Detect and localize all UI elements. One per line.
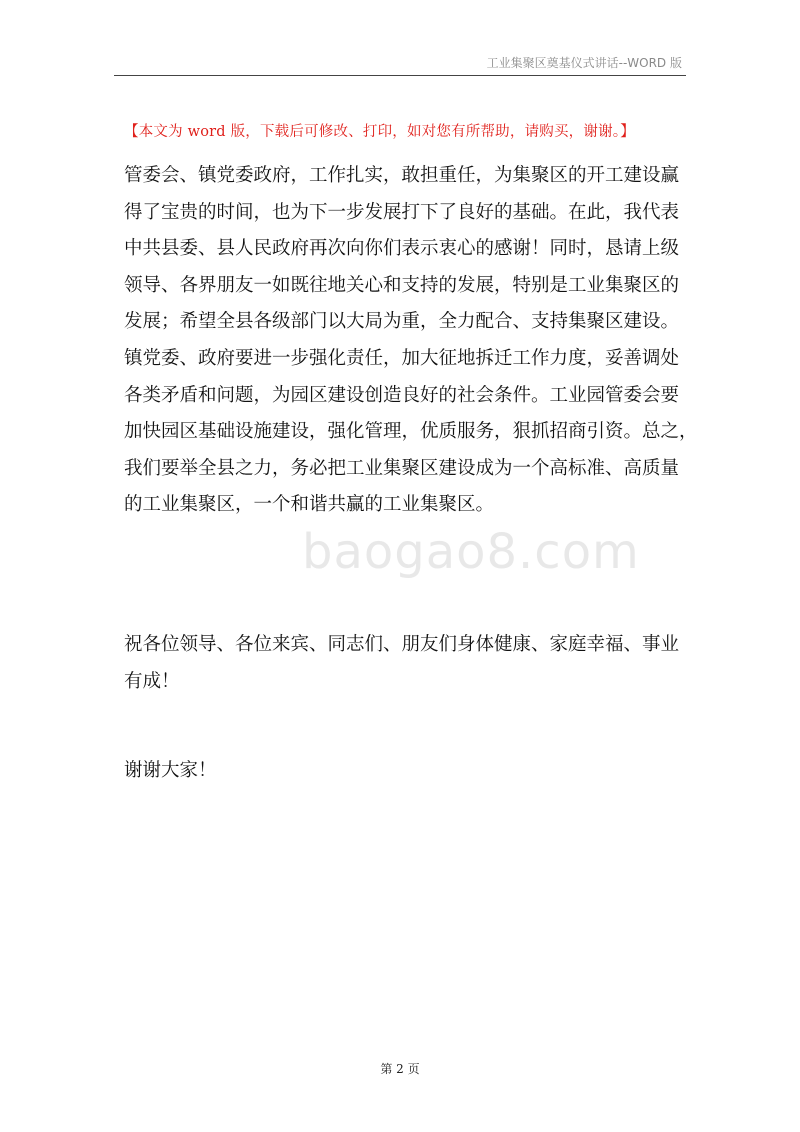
paragraph-line: 祝各位领导、各位来宾、同志们、朋友们身体健康、家庭幸福、事业 (124, 634, 680, 655)
paragraph-wishes (124, 627, 690, 700)
paragraph-line: 镇党委、政府要进一步强化责任，加大征地拆迁工作力度，妥善调处 (124, 347, 680, 369)
paragraph-line: 谢谢大家！ (124, 760, 217, 781)
paragraph-line: 各类矛盾和问题，为园区建设创造良好的社会条件。工业园管委会要 (124, 384, 680, 406)
header-divider (114, 75, 686, 76)
watermark: baogao8.com (302, 524, 640, 580)
paragraph-line: 中共县委、县人民政府再次向你们表示衷心的感谢！同时，恳请上级 (124, 238, 680, 260)
paragraph-line: 加快园区基础设施建设，强化管理，优质服务，狠抓招商引资。总之， (124, 421, 698, 443)
paragraph-line: 我们要举全县之力，务必把工业集聚区建设成为一个高标准、高质量 (124, 457, 680, 479)
paragraph-thanks (124, 753, 690, 790)
paragraph-line: 得了宝贵的时间，也为下一步发展打下了良好的基础。在此，我代表 (124, 201, 680, 223)
paragraph-line: 领导、各界朋友一如既往地关心和支持的发展，特别是工业集聚区的 (124, 274, 680, 296)
document-header-title: 工业集聚区奠基仪式讲话--WORD 版 (486, 56, 682, 70)
purchase-notice: 【本文为 word 版，下载后可修改、打印，如对您有所帮助，请购买，谢谢。】 (124, 124, 635, 140)
paragraph-main (124, 158, 698, 524)
paragraph-line: 发展；希望全县各级部门以大局为重，全力配合、支持集聚区建设。 (124, 311, 680, 333)
paragraph-line: 管委会、镇党委政府，工作扎实，敢担重任，为集聚区的开工建设赢 (124, 165, 680, 186)
page-number: 第 2 页 (380, 1062, 420, 1076)
paragraph-line: 有成！ (124, 670, 180, 692)
paragraph-line: 的工业集聚区，一个和谐共赢的工业集聚区。 (124, 494, 495, 516)
